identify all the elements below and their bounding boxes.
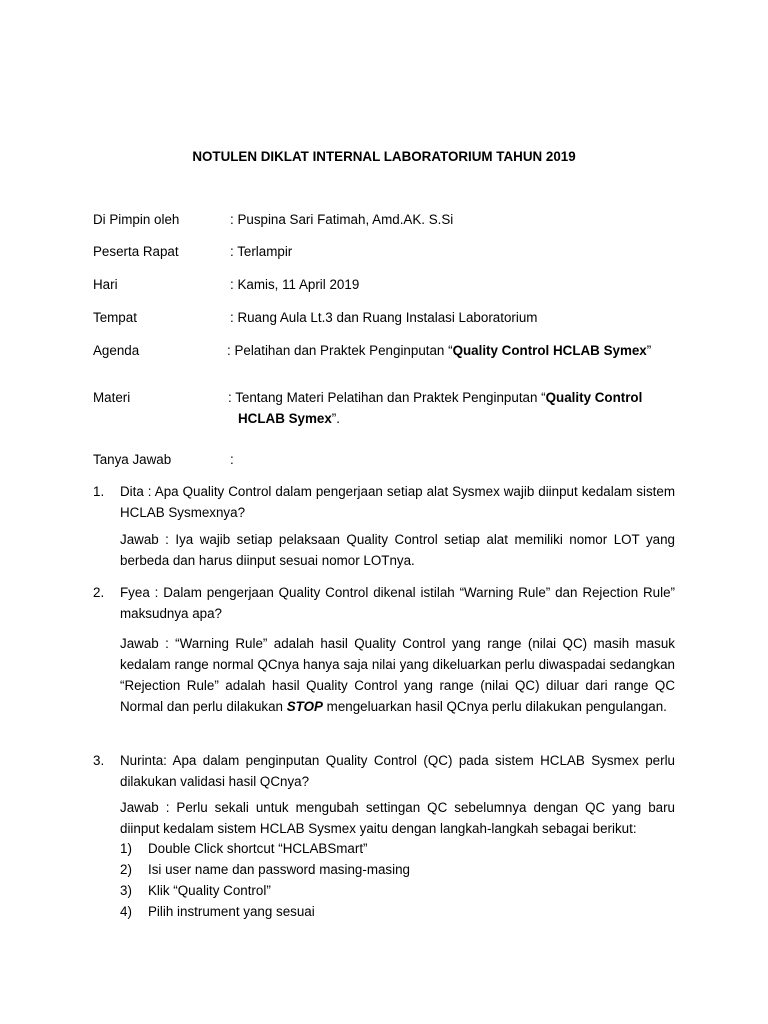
materi-bold-2: HCLAB Symex (238, 411, 332, 426)
qa-number: 1. (93, 484, 105, 499)
leader-label: Di Pimpin oleh (93, 212, 180, 227)
qa-number: 3. (93, 753, 105, 768)
step-text: Klik “Quality Control” (148, 883, 271, 898)
tanya-label: Tanya Jawab (93, 452, 172, 467)
agenda-prefix: : Pelatihan dan Praktek Penginputan “ (227, 343, 453, 358)
step-number: 4) (120, 904, 132, 919)
qa-question: Nurinta: Apa dalam penginputan Quality Control (QC) pada sistem HCLAB Sysmex perlu dilakukan validasi hasil QCnya? (120, 753, 675, 789)
step-item (93, 880, 675, 901)
step-number: 3) (120, 883, 132, 898)
answer-emphasis: STOP (286, 699, 323, 714)
qa-number: 2. (93, 585, 105, 600)
materi-prefix: : Tentang Materi Pelatihan dan Praktek Penginputan “ (228, 390, 546, 405)
steps-list (93, 838, 675, 922)
materi-bold-1: Quality Control (545, 390, 643, 405)
qa-answer-3: Jawab : Perlu sekali untuk mengubah settingan QC sebelumnya dengan QC yang baru diinput kedalam sistem HCLAB Sysmex yaitu dengan langkah-langkah sebagai berikut: (120, 800, 675, 836)
qa-question: Dita : Apa Quality Control dalam pengerjaan setiap alat Sysmex wajib diinput kedalam sistem HCLAB Sysmexnya? (120, 484, 675, 520)
qa-answer-2 (120, 633, 675, 717)
step-number: 1) (120, 841, 132, 856)
step-item (93, 859, 675, 880)
qa-question: Fyea : Dalam pengerjaan Quality Control dikenal istilah “Warning Rule” dan Rejection Rule” maksudnya apa? (120, 585, 675, 621)
place-value: : Ruang Aula Lt.3 dan Ruang Instalasi Laboratorium (230, 310, 538, 325)
step-item (93, 838, 675, 859)
agenda-value (227, 340, 672, 361)
materi-value (228, 387, 673, 429)
answer-text-cont: mengeluarkan hasil QCnya perlu dilakukan pengulangan. (322, 699, 667, 714)
tanya-value: : (230, 452, 234, 467)
agenda-bold: Quality Control HCLAB Symex (452, 343, 647, 358)
step-text: Pilih instrument yang sesuai (148, 904, 315, 919)
leader-value: : Puspina Sari Fatimah, Amd.AK. S.Si (230, 212, 454, 227)
place-label: Tempat (93, 310, 137, 325)
participants-label: Peserta Rapat (93, 244, 179, 259)
participants-value: : Terlampir (230, 244, 293, 259)
step-text: Double Click shortcut “HCLABSmart” (148, 841, 368, 856)
qa-answer-1: Jawab : Iya wajib setiap pelaksaan Quality Control setiap alat memiliki nomor LOT yang berbeda dan harus diinput sesuai nomor LOTnya. (120, 532, 675, 568)
materi-label: Materi (93, 390, 131, 405)
day-label: Hari (93, 277, 118, 292)
step-text: Isi user name dan password masing-masing (148, 862, 410, 877)
agenda-suffix: ” (646, 343, 652, 358)
step-number: 2) (120, 862, 132, 877)
document-title: NOTULEN DIKLAT INTERNAL LABORATORIUM TAHUN 2019 (192, 149, 576, 164)
answer-text: Jawab : “Warning Rule” adalah hasil Quality Control yang range (nilai QC) masih masuk kedalam range normal QCnya hanya saja nilai yang dikeluarkan perlu diwaspadai sedangkan “Rejection Rule” adalah hasil Quality Control yang range (nilai QC) diluar dari range QC Normal dan perlu dilakukan (120, 636, 675, 714)
step-item (93, 901, 675, 922)
day-value: : Kamis, 11 April 2019 (230, 277, 360, 292)
materi-suffix: ”. (331, 411, 340, 426)
agenda-label: Agenda (93, 343, 140, 358)
